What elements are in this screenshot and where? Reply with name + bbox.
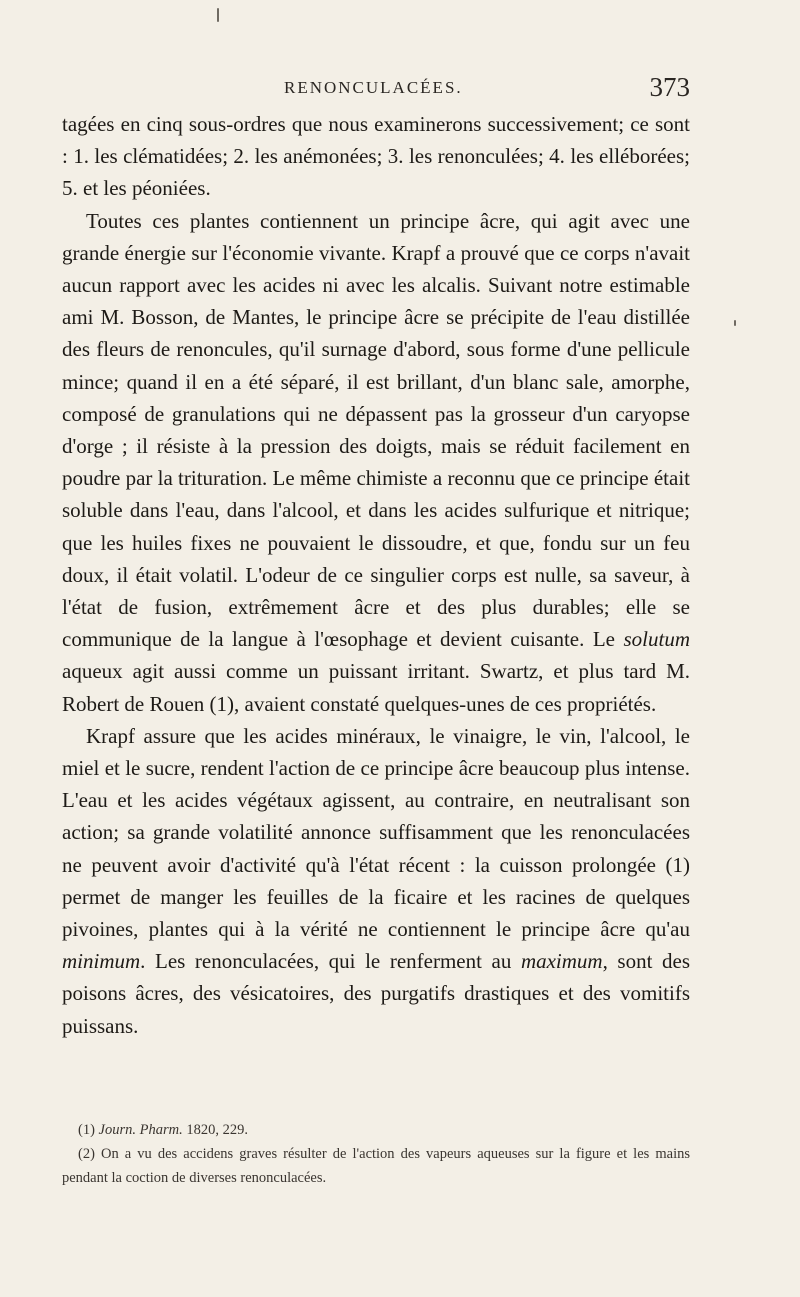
paragraph-1: tagées en cinq sous-ordres que nous examinerons successivement; ce sont : 1. les clématidées; 2. les anémonées; 3. les renonculées; 4. les elléborées; 5. et les péoniées. — [62, 112, 690, 201]
solutum-italic: solutum — [623, 627, 691, 652]
paragraph-3-tail: , sont des poisons âcres, des vésicatoires, des purgatifs drastiques et des vomitifs puissans. — [62, 949, 691, 1038]
paper-speck — [217, 8, 219, 22]
paragraph-3-mid: . Les renonculacées, qui le renferment au — [140, 949, 512, 974]
footnotes — [62, 1118, 690, 1190]
maximum-italic: maximum — [520, 949, 603, 974]
paragraph-2 — [62, 205, 690, 720]
minimum-italic: minimum — [62, 949, 141, 974]
paragraph-3 — [62, 720, 690, 1042]
footnote-1 — [62, 1118, 690, 1142]
footnote-1-marker: (1) — [78, 1122, 95, 1138]
page-header — [62, 72, 690, 106]
running-head: RENONCULACÉES. — [284, 78, 463, 97]
footnote-2-text: On a vu des accidens graves résulter de l'action des vapeurs aqueuses sur la figure et les mains pendant la coction de diverses renonculacées. — [62, 1146, 690, 1186]
paragraph-2-text: Toutes ces plantes contiennent un principe âcre, qui agit avec une grande énergie sur l'économie vivante. Krapf a prouvé que ce corps n'avait aucun rapport avec les acides ni avec les alcalis. Suivant notre estimable ami M. Bosson, de Mantes, le principe âcre se précipite de l'eau distillée des fleurs de renoncules, qu'il surnage d'abord, sous forme d'une pellicule mince; quand il en a été séparé, il est brillant, d'un blanc sale, amorphe, composé de granulations qui ne dépassent pas la grosseur d'un caryopse d'orge ; il résiste à la pression des doigts, mais se réduit facilement en poudre par la trituration. Le même chimiste a reconnu que ce principe était soluble dans l'eau, dans l'alcool, et dans les acides sulfurique et nitrique; que les huiles fixes ne pouvaient le dissoudre, et que, fondu sur un feu doux, il était volatil. L'odeur de ce singulier corps est nulle, sa saveur, à l'état de fusion, extrêmement âcre et des plus durables; elle se communique de la langue à l'œsophage et devient cuisante. Le — [62, 208, 690, 652]
footnote-1-text: 1820, 229. — [186, 1122, 248, 1138]
footnote-2 — [62, 1142, 690, 1190]
body-text — [62, 108, 690, 1042]
footnote-1-journal: Journ. Pharm. — [98, 1122, 183, 1138]
footnote-2-marker: (2) — [78, 1146, 95, 1162]
paragraph-2-tail: aqueux agit aussi comme un puissant irritant. Swartz, et plus tard M. Robert de Rouen (1), avaient constaté quelques-unes de ces propriétés. — [62, 659, 690, 716]
page-number: 373 — [649, 72, 690, 102]
paragraph-3-text: Krapf assure que les acides minéraux, le vinaigre, le vin, l'alcool, le miel et le sucre, rendent l'action de ce principe âcre beaucoup plus intense. L'eau et les acides végétaux agissent, au contraire, en neutralisant son action; sa grande volatilité annonce suffisamment que les renonculacées ne peuvent avoir d'activité qu'à l'état récent : la cuisson prolongée (1) permet de manger les feuilles de la ficaire et les racines de quelques pivoines, plantes qui à la vérité ne contiennent le principe âcre qu'au — [62, 723, 690, 942]
paper-speck — [734, 320, 736, 326]
